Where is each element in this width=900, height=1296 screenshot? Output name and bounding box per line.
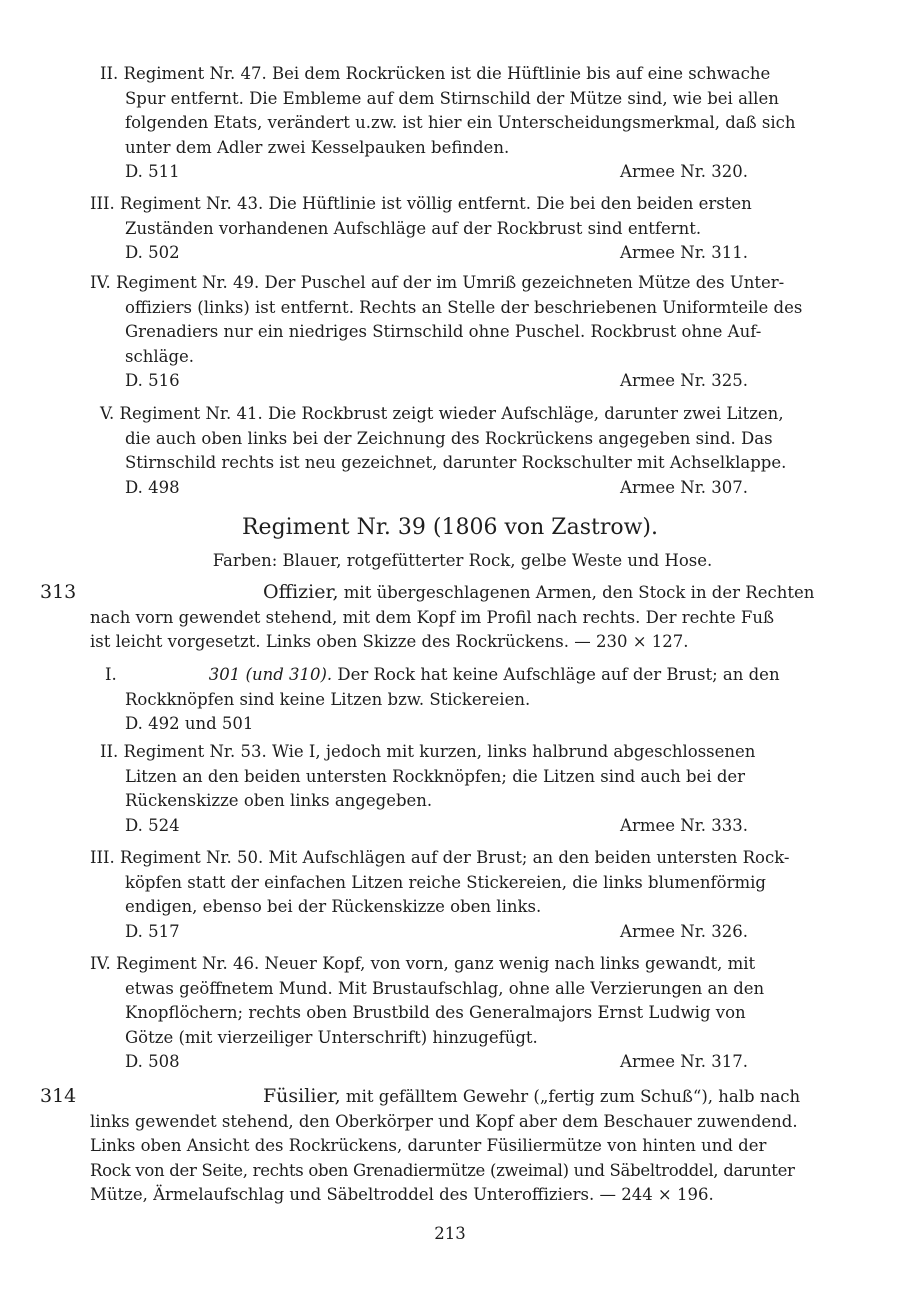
reference-line [125, 160, 748, 185]
state-iii-regiment-50 [90, 846, 846, 944]
reference-line [125, 476, 748, 501]
entry-line: Spur entfernt. Die Embleme auf dem Stirnschild der Mütze sind, wie bei allen [125, 88, 779, 108]
item-line: Mütze, Ärmelaufschlag und Säbeltroddel des Unteroffiziers. — 244 × 196. [90, 1185, 714, 1205]
state-line: II. Regiment Nr. 53. Wie I, jedoch mit kurzen, links halbrund abgeschlossenen [100, 742, 756, 761]
entry-ii-regiment-47 [100, 62, 846, 185]
entry-line: III. Regiment Nr. 43. Die Hüftlinie ist völlig entfernt. Die bei den beiden ersten [90, 194, 752, 213]
armee-reference: Armee Nr. 307. [620, 477, 748, 497]
page-number: 213 [434, 1224, 466, 1243]
state-line: III. Regiment Nr. 50. Mit Aufschlägen auf der Brust; an den beiden untersten Rock- [90, 848, 790, 867]
item-line: Links oben Ansicht des Rockrückens, darunter Füsiliermütze von hinten und der [90, 1136, 767, 1156]
armee-reference: Armee Nr. 311. [620, 243, 748, 263]
armee-reference: Armee Nr. 317. [620, 1052, 748, 1072]
d-reference: D. 502 [125, 243, 180, 263]
entry-line: Grenadiers nur ein niedriges Stirnschild ohne Puschel. Rockbrust ohne Auf- [125, 322, 762, 342]
entry-line: schläge. [125, 346, 195, 366]
d-reference: D. 508 [125, 1052, 180, 1072]
item-title: Füsilier, [263, 1085, 341, 1107]
item-first-line [90, 1084, 846, 1110]
state-line: köpfen statt der einfachen Litzen reiche Stickereien, die links blumenförmig [125, 872, 766, 892]
d-reference: D. 492 und 501 [125, 714, 254, 734]
catalog-number-314: 314 [40, 1085, 77, 1107]
reference-line [125, 712, 748, 737]
entry-iii-regiment-43 [90, 192, 846, 266]
state-line: endigen, ebenso bei der Rückenskizze oben links. [125, 897, 542, 917]
entry-v-regiment-41 [100, 402, 846, 500]
d-reference: D. 498 [125, 477, 180, 497]
item-line: Rock von der Seite, rechts oben Grenadiermütze (zweimal) und Säbeltroddel, darunter [90, 1160, 795, 1180]
item-line: links gewendet stehend, den Oberkörper und Kopf aber dem Beschauer zuwendend. [90, 1111, 798, 1131]
item-text: mit gefälltem Gewehr („fertig zum Schuß“), halb nach [340, 1087, 801, 1106]
reference-line [125, 241, 748, 266]
armee-reference: Armee Nr. 320. [620, 162, 748, 182]
entry-line: folgenden Etats, verändert u.zw. ist hier ein Unterscheidungsmerkmal, daß sich [125, 113, 796, 133]
manuscript-note: 301 (und 310). [208, 665, 333, 684]
state-i [105, 663, 846, 737]
state-line: Rockknöpfen sind keine Litzen bzw. Stickereien. [125, 689, 531, 709]
armee-reference: Armee Nr. 325. [620, 371, 748, 391]
reference-line [125, 920, 748, 945]
entry-line: Zuständen vorhandenen Aufschläge auf der Rockbrust sind entfernt. [125, 218, 702, 238]
d-reference: D. 511 [125, 162, 180, 182]
state-line: etwas geöffnetem Mund. Mit Brustaufschlag, ohne alle Verzierungen an den [125, 978, 765, 998]
entry-line: Stirnschild rechts ist neu gezeichnet, darunter Rockschulter mit Achselklappe. [125, 453, 787, 473]
regiment-heading: Regiment Nr. 39 (1806 von Zastrow). [241, 515, 658, 540]
state-line: Litzen an den beiden untersten Rockknöpfen; die Litzen sind auch bei der [125, 766, 746, 786]
state-label: I. [105, 665, 117, 684]
item-first-line [90, 580, 846, 606]
item-title: Offizier, [263, 581, 339, 603]
d-reference: D. 516 [125, 371, 180, 391]
state-line: IV. Regiment Nr. 46. Neuer Kopf, von vorn, ganz wenig nach links gewandt, mit [90, 954, 756, 973]
catalog-number-313: 313 [40, 581, 77, 603]
entry-iv-regiment-49 [90, 271, 846, 394]
d-reference: D. 524 [125, 815, 180, 835]
item-313-description [90, 580, 846, 655]
entry-line: offiziers (links) ist entfernt. Rechts an Stelle der beschriebenen Uniformteile des [125, 297, 803, 317]
entry-line: V. Regiment Nr. 41. Die Rockbrust zeigt wieder Aufschläge, darunter zwei Litzen, [100, 404, 784, 423]
state-line: Knopflöchern; rechts oben Brustbild des Generalmajors Ernst Ludwig von [125, 1003, 746, 1023]
entry-line: IV. Regiment Nr. 49. Der Puschel auf der im Umriß gezeichneten Mütze des Unter- [90, 273, 785, 292]
state-line: Rückenskizze oben links angegeben. [125, 791, 433, 811]
reference-line [125, 369, 748, 394]
item-line: nach vorn gewendet stehend, mit dem Kopf im Profil nach rechts. Der rechte Fuß [90, 607, 775, 627]
reference-line [125, 1050, 748, 1075]
item-line: ist leicht vorgesetzt. Links oben Skizze des Rockrückens. — 230 × 127. [90, 632, 689, 652]
regiment-colors: Farben: Blauer, rotgefütterter Rock, gelbe Weste und Hose. [212, 551, 713, 570]
state-iv-regiment-46 [90, 952, 846, 1075]
armee-reference: Armee Nr. 326. [620, 921, 748, 941]
reference-line [125, 814, 748, 839]
state-ii-regiment-53 [100, 740, 846, 838]
entry-line: unter dem Adler zwei Kesselpauken befinden. [125, 137, 510, 157]
d-reference: D. 517 [125, 921, 180, 941]
armee-reference: Armee Nr. 333. [620, 815, 748, 835]
state-first-line [105, 663, 846, 688]
entry-line: die auch oben links bei der Zeichnung des Rockrückens angegeben sind. Das [125, 428, 773, 448]
state-line: Götze (mit vierzeiliger Unterschrift) hinzugefügt. [125, 1027, 538, 1047]
state-text: Der Rock hat keine Aufschläge auf der Brust; an den [332, 665, 780, 684]
item-text: mit übergeschlagenen Armen, den Stock in der Rechten [338, 583, 815, 602]
item-314-description [90, 1084, 846, 1208]
entry-line: II. Regiment Nr. 47. Bei dem Rockrücken ist die Hüftlinie bis auf eine schwache [100, 64, 771, 83]
